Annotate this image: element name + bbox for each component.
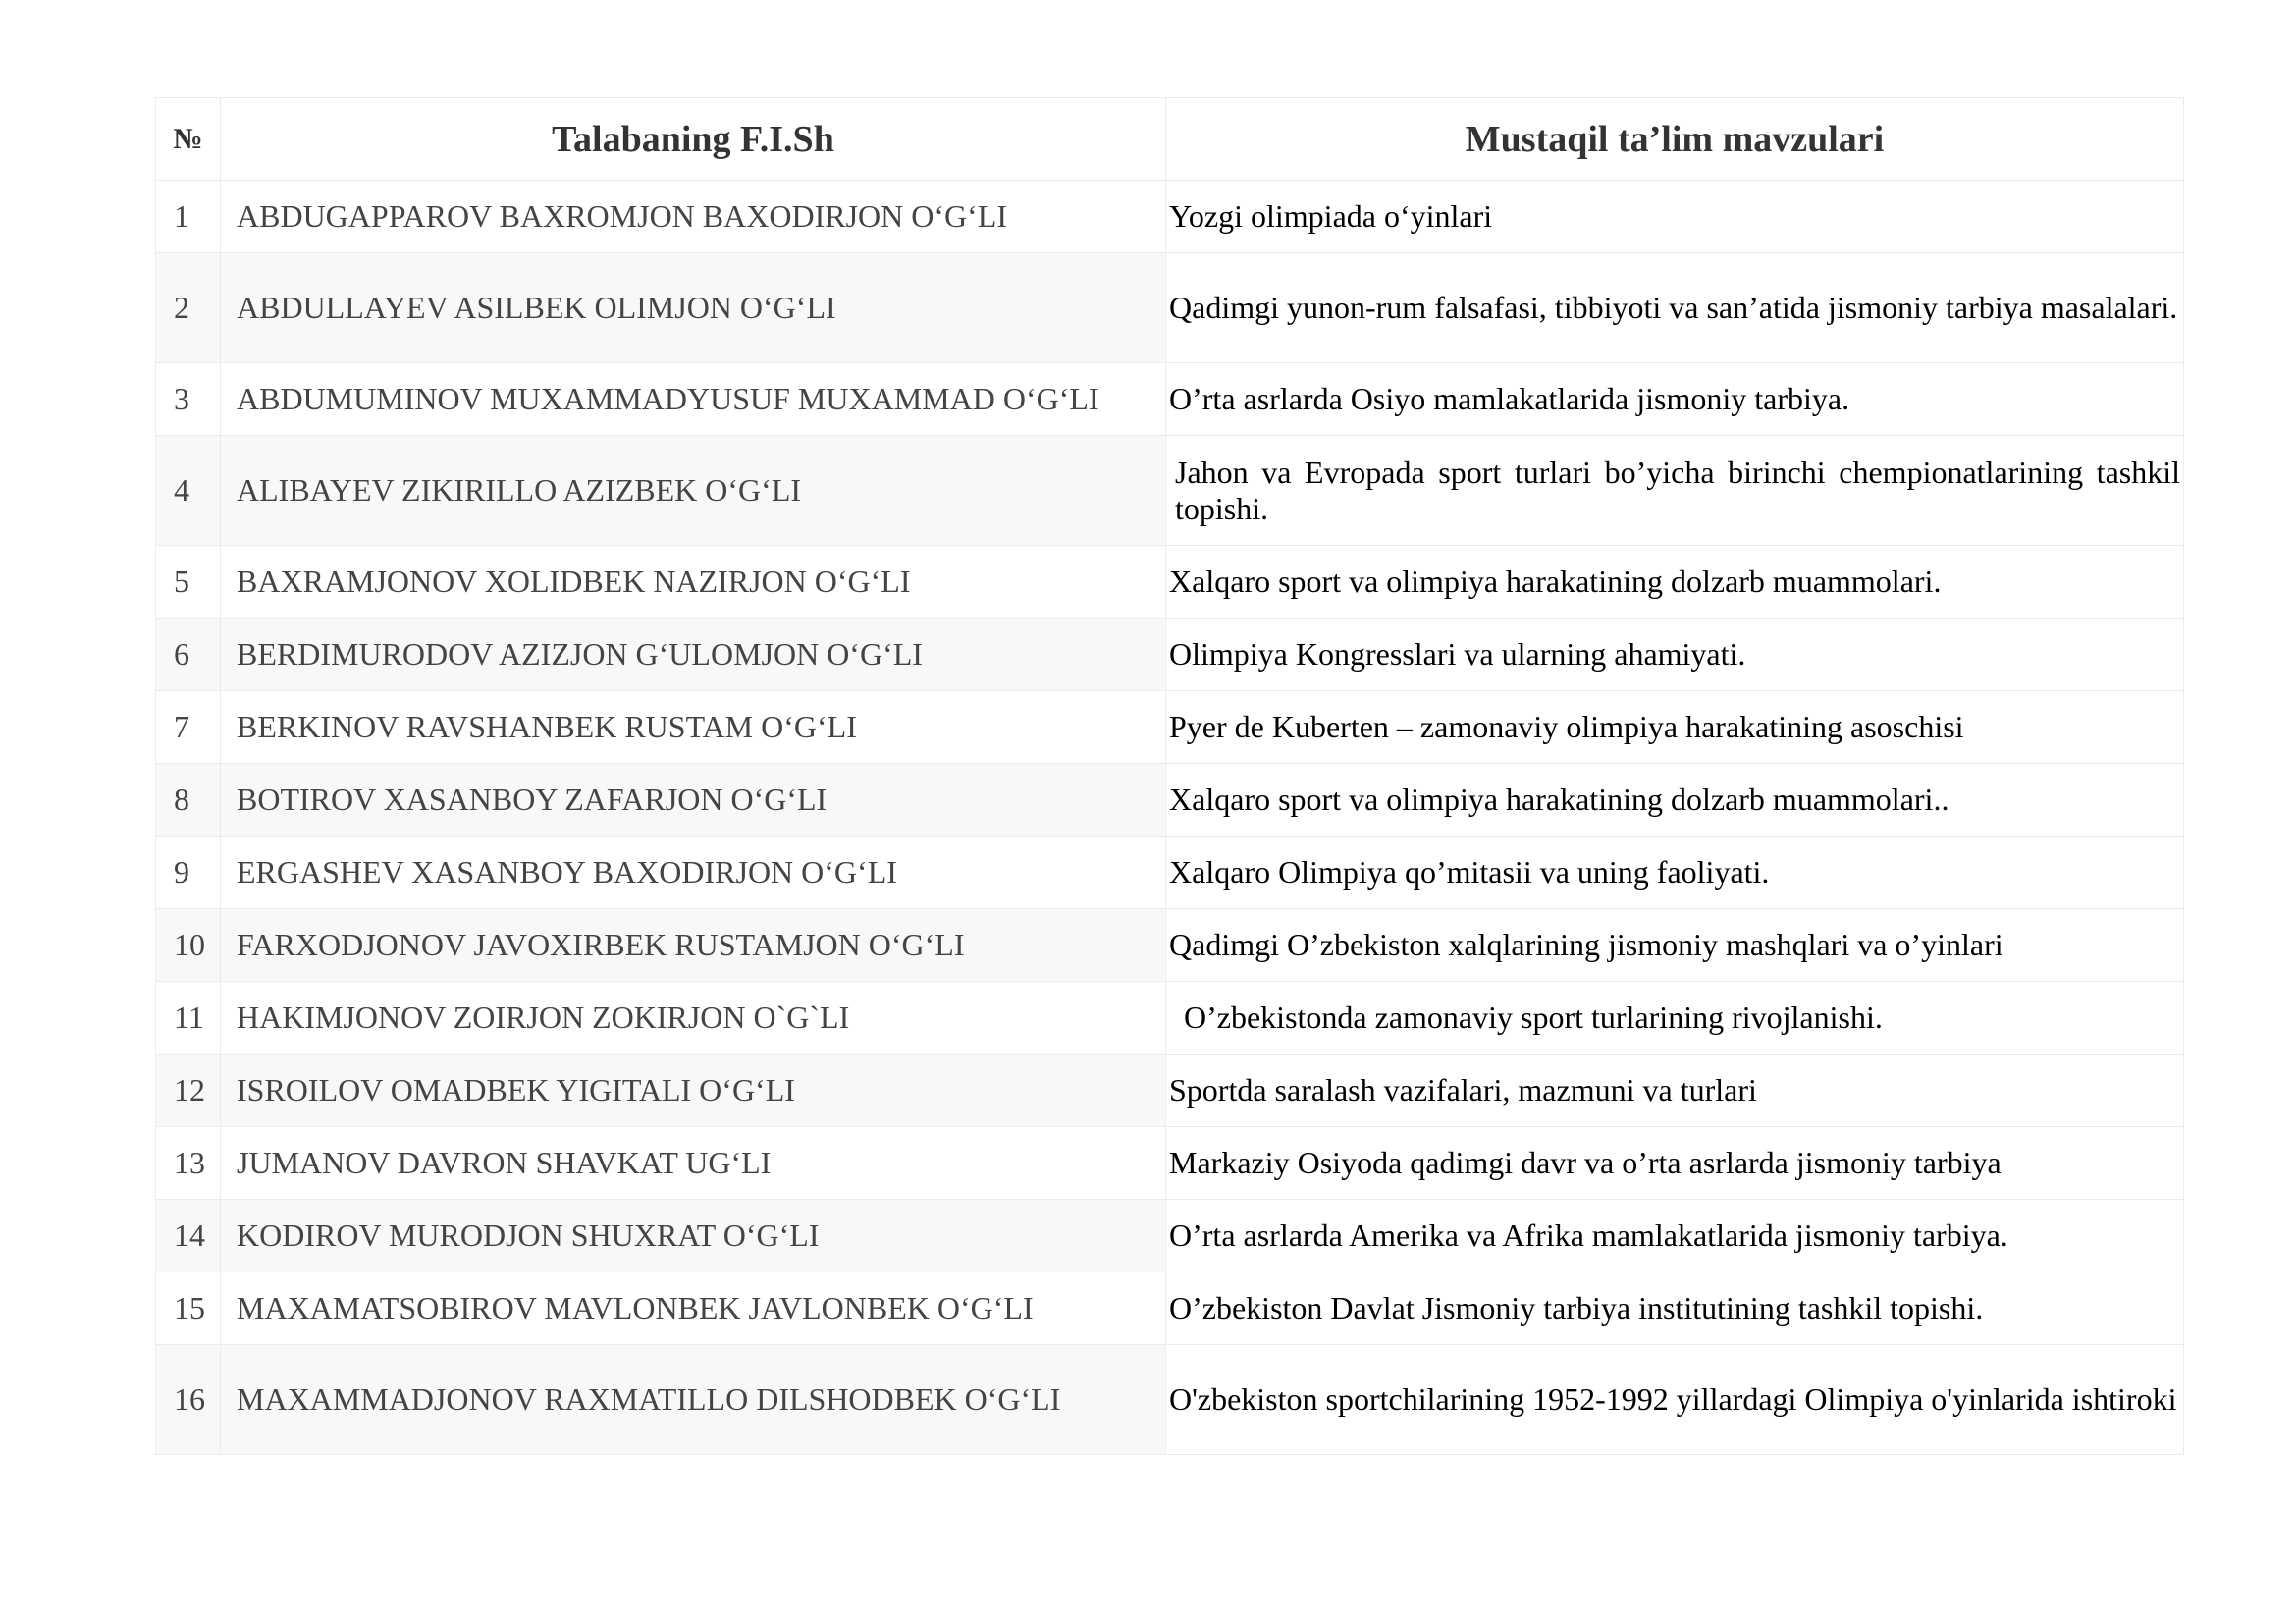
table-row <box>156 1272 2184 1345</box>
student-name: MAXAMMADJONOV RAXMATILLO DILSHODBEK O‘G‘LI <box>221 1345 1166 1455</box>
row-number: 10 <box>156 909 221 982</box>
topic-text: Xalqaro sport va olimpiya harakatining dolzarb muammolari.. <box>1166 764 2184 837</box>
table-row <box>156 837 2184 909</box>
table-row <box>156 1345 2184 1455</box>
table-row <box>156 363 2184 436</box>
table-row <box>156 1055 2184 1127</box>
row-number: 9 <box>156 837 221 909</box>
topic-text: Qadimgi O’zbekiston xalqlarining jismoniy mashqlari va o’yinlari <box>1166 909 2184 982</box>
topic-text: Sportda saralash vazifalari, mazmuni va turlari <box>1166 1055 2184 1127</box>
topic-text: O’rta asrlarda Amerika va Afrika mamlakatlarida jismoniy tarbiya. <box>1166 1200 2184 1272</box>
student-name: KODIROV MURODJON SHUXRAT O‘G‘LI <box>221 1200 1166 1272</box>
student-name: ERGASHEV XASANBOY BAXODIRJON O‘G‘LI <box>221 837 1166 909</box>
topic-text: Xalqaro Olimpiya qo’mitasii va uning faoliyati. <box>1166 837 2184 909</box>
student-name: ABDUMUMINOV MUXAMMADYUSUF MUXAMMAD O‘G‘LI <box>221 363 1166 436</box>
table-row <box>156 691 2184 764</box>
topic-text: Qadimgi yunon-rum falsafasi, tibbiyoti va san’atida jismoniy tarbiya masalalari. <box>1166 253 2184 363</box>
student-name: BOTIROV XASANBOY ZAFARJON O‘G‘LI <box>221 764 1166 837</box>
row-number: 2 <box>156 253 221 363</box>
topic-text: O’zbekiston Davlat Jismoniy tarbiya institutining tashkil topishi. <box>1166 1272 2184 1345</box>
row-number: 15 <box>156 1272 221 1345</box>
student-name: JUMANOV DAVRON SHAVKAT UG‘LI <box>221 1127 1166 1200</box>
table-header-row <box>156 98 2184 181</box>
table-row <box>156 181 2184 253</box>
student-name: ISROILOV OMADBEK YIGITALI O‘G‘LI <box>221 1055 1166 1127</box>
row-number: 11 <box>156 982 221 1055</box>
topic-text: Xalqaro sport va olimpiya harakatining dolzarb muammolari. <box>1166 546 2184 619</box>
table-row <box>156 619 2184 691</box>
table-row <box>156 1200 2184 1272</box>
topic-text: Jahon va Evropada sport turlari bo’yicha birinchi chempionatlarining tashkil topishi. <box>1166 436 2184 546</box>
topic-text: O’zbekistonda zamonaviy sport turlarining rivojlanishi. <box>1166 982 2184 1055</box>
student-name: ABDUGAPPAROV BAXROMJON BAXODIRJON O‘G‘LI <box>221 181 1166 253</box>
row-number: 13 <box>156 1127 221 1200</box>
student-topics-table <box>155 97 2184 1455</box>
topic-text: Markaziy Osiyoda qadimgi davr va o’rta asrlarda jismoniy tarbiya <box>1166 1127 2184 1200</box>
student-name: BERDIMURODOV AZIZJON G‘ULOMJON O‘G‘LI <box>221 619 1166 691</box>
student-name: ABDULLAYEV ASILBEK OLIMJON O‘G‘LI <box>221 253 1166 363</box>
student-name: MAXAMATSOBIROV MAVLONBEK JAVLONBEK O‘G‘LI <box>221 1272 1166 1345</box>
row-number: 12 <box>156 1055 221 1127</box>
topic-text: Pyer de Kuberten – zamonaviy olimpiya harakatining asoschisi <box>1166 691 2184 764</box>
row-number: 1 <box>156 181 221 253</box>
row-number: 14 <box>156 1200 221 1272</box>
student-name: BERKINOV RAVSHANBEK RUSTAM O‘G‘LI <box>221 691 1166 764</box>
row-number: 4 <box>156 436 221 546</box>
header-student-name: Talabaning F.I.Sh <box>221 98 1166 181</box>
table-row <box>156 764 2184 837</box>
topic-text: O’rta asrlarda Osiyo mamlakatlarida jismoniy tarbiya. <box>1166 363 2184 436</box>
table-row <box>156 982 2184 1055</box>
topic-text: Yozgi olimpiada o‘yinlari <box>1166 181 2184 253</box>
row-number: 7 <box>156 691 221 764</box>
student-name: FARXODJONOV JAVOXIRBEK RUSTAMJON O‘G‘LI <box>221 909 1166 982</box>
row-number: 3 <box>156 363 221 436</box>
student-name: BAXRAMJONOV XOLIDBEK NAZIRJON O‘G‘LI <box>221 546 1166 619</box>
student-name: HAKIMJONOV ZOIRJON ZOKIRJON O`G`LI <box>221 982 1166 1055</box>
student-name: ALIBAYEV ZIKIRILLO AZIZBEK O‘G‘LI <box>221 436 1166 546</box>
row-number: 16 <box>156 1345 221 1455</box>
topic-text: Olimpiya Kongresslari va ularning ahamiyati. <box>1166 619 2184 691</box>
table-row <box>156 436 2184 546</box>
table-row <box>156 546 2184 619</box>
topic-text: O'zbekiston sportchilarining 1952-1992 yillardagi Olimpiya o'yinlarida ishtiroki <box>1166 1345 2184 1455</box>
table-row <box>156 1127 2184 1200</box>
table-row <box>156 909 2184 982</box>
row-number: 6 <box>156 619 221 691</box>
table-row <box>156 253 2184 363</box>
row-number: 8 <box>156 764 221 837</box>
header-number: № <box>156 98 221 181</box>
row-number: 5 <box>156 546 221 619</box>
header-topics: Mustaqil ta’lim mavzulari <box>1166 98 2184 181</box>
